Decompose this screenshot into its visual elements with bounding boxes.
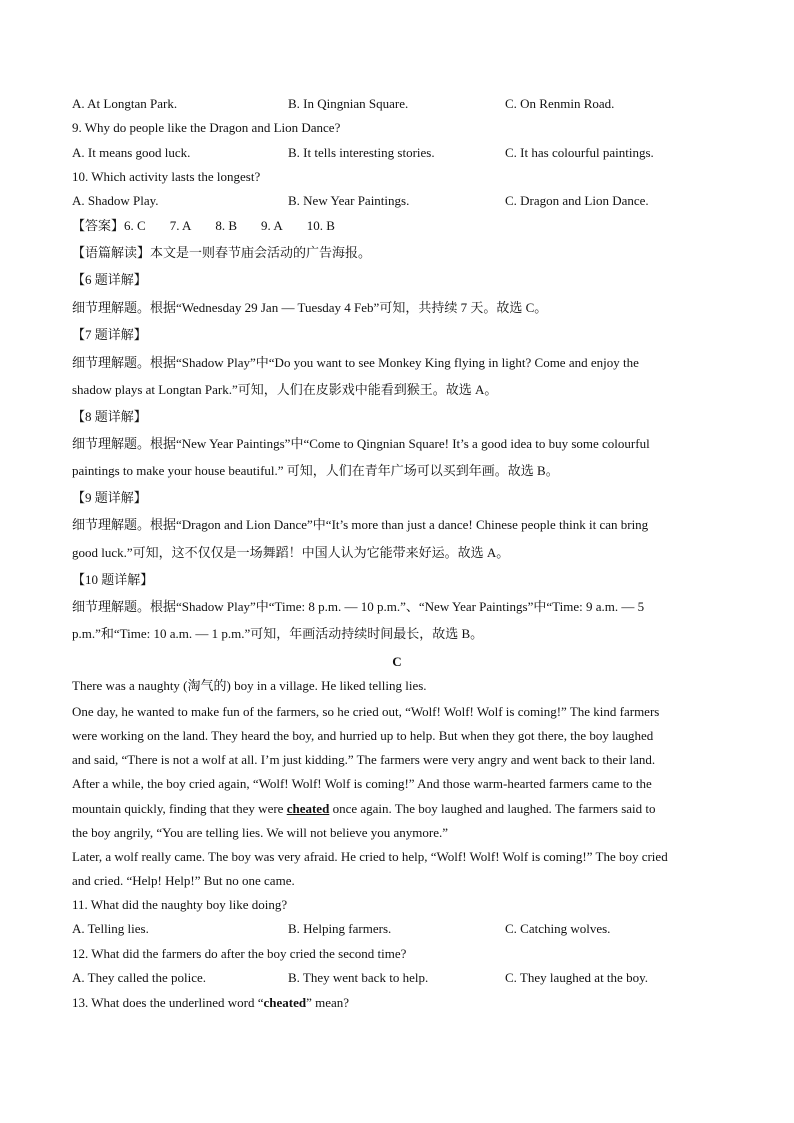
q8-option-c: C. On Renmin Road. <box>505 96 615 111</box>
passage-line: Later, a wolf really came. The boy was very afraid. He cried to help, “Wolf! Wolf! Wolf is coming!” The boy cried <box>72 849 668 864</box>
detail-6-heading: 【6 题详解】 <box>72 272 147 287</box>
detail-7-text: shadow plays at Longtan Park.”可知，人们在皮影戏中能看到猴王。故选 A。 <box>72 382 498 397</box>
detail-10-text: p.m.”和“Time: 10 a.m. — 1 p.m.”可知，年画活动持续时间最长，故选 B。 <box>72 626 484 641</box>
q13-question-part: ” mean? <box>306 995 350 1010</box>
q8-option-b: B. In Qingnian Square. <box>288 96 409 111</box>
answer-item: 6. C <box>124 218 146 233</box>
detail-8-heading: 【8 题详解】 <box>72 409 147 424</box>
q9-option-b: B. It tells interesting stories. <box>288 145 435 160</box>
q10-question: 10. Which activity lasts the longest? <box>72 169 261 184</box>
detail-6-text: 细节理解题。根据“Wednesday 29 Jan — Tuesday 4 Feb”可知，共持续 7 天。故选 C。 <box>72 300 548 315</box>
passage-analysis: 【语篇解读】本文是一则春节庙会活动的广告海报。 <box>72 245 372 260</box>
q12-question: 12. What did the farmers do after the boy cried the second time? <box>72 946 407 961</box>
q11-option-b: B. Helping farmers. <box>288 921 392 936</box>
q13-question <box>72 995 349 1011</box>
answer-item: 9. A <box>261 218 283 233</box>
q12-option-a: A. They called the police. <box>72 970 207 985</box>
detail-7-text: 细节理解题。根据“Shadow Play”中“Do you want to see Monkey King flying in light? Come and enjoy the <box>72 355 639 370</box>
underlined-word-cheated: cheated <box>286 801 330 816</box>
q11-question: 11. What did the naughty boy like doing? <box>72 897 288 912</box>
q11-option-a: A. Telling lies. <box>72 921 149 936</box>
answer-key <box>72 218 335 234</box>
detail-10-text: 细节理解题。根据“Shadow Play”中“Time: 8 p.m. — 10 p.m.”、“New Year Paintings”中“Time: 9 a.m. — 5 <box>72 599 645 614</box>
answer-item: 8. B <box>215 218 238 233</box>
q8-option-a: A. At Longtan Park. <box>72 96 178 111</box>
passage-line <box>72 801 656 817</box>
passage-line: There was a naughty (淘气的) boy in a village. He liked telling lies. <box>72 678 427 693</box>
detail-8-text: paintings to make your house beautiful.” 可知，人们在青年广场可以买到年画。故选 B。 <box>72 463 559 478</box>
passage-line: and said, “There is not a wolf at all. I’m just kidding.” The farmers were very angry and went back to their land. <box>72 752 656 767</box>
detail-9-text: good luck.”可知，这不仅仅是一场舞蹈！中国人认为它能带来好运。故选 A。 <box>72 545 510 560</box>
answer-item: 7. A <box>169 218 192 233</box>
detail-8-text: 细节理解题。根据“New Year Paintings”中“Come to Qingnian Square! It’s a good idea to buy some colourful <box>72 436 650 451</box>
detail-7-heading: 【7 题详解】 <box>72 327 147 342</box>
q12-option-b: B. They went back to help. <box>288 970 429 985</box>
q11-option-c: C. Catching wolves. <box>505 921 611 936</box>
detail-9-text: 细节理解题。根据“Dragon and Lion Dance”中“It’s more than just a dance! Chinese people think it can bring <box>72 517 649 532</box>
q9-option-a: A. It means good luck. <box>72 145 191 160</box>
passage-line-part: mountain quickly, finding that they were <box>72 801 287 816</box>
answer-item: 10. B <box>306 218 335 233</box>
detail-9-heading: 【9 题详解】 <box>72 490 147 505</box>
q10-option-c: C. Dragon and Lion Dance. <box>505 193 649 208</box>
q9-question: 9. Why do people like the Dragon and Lion Dance? <box>72 120 341 135</box>
q10-option-a: A. Shadow Play. <box>72 193 159 208</box>
passage-line: the boy angrily, “You are telling lies. We will not believe you anymore.” <box>72 825 448 840</box>
q10-option-b: B. New Year Paintings. <box>288 193 410 208</box>
passage-line: One day, he wanted to make fun of the farmers, so he cried out, “Wolf! Wolf! Wolf is coming!” The kind farmers <box>72 704 660 719</box>
q13-keyword: cheated <box>263 995 307 1010</box>
q9-option-c: C. It has colourful paintings. <box>505 145 654 160</box>
passage-line-part: once again. The boy laughed and laughed. The farmers said to <box>329 801 656 816</box>
q12-option-c: C. They laughed at the boy. <box>505 970 648 985</box>
passage-line: After a while, the boy cried again, “Wolf! Wolf! Wolf is coming!” And those warm-hearted farmers came to the <box>72 776 652 791</box>
passage-line: were working on the land. They heard the boy, and hurried up to help. But when they got there, the boy laughed <box>72 728 654 743</box>
passage-title: C <box>392 654 402 669</box>
passage-line: and cried. “Help! Help!” But no one came. <box>72 873 295 888</box>
answer-label: 【答案】 <box>72 218 125 233</box>
q13-question-part: 13. What does the underlined word “ <box>72 995 264 1010</box>
detail-10-heading: 【10 题详解】 <box>72 572 154 587</box>
